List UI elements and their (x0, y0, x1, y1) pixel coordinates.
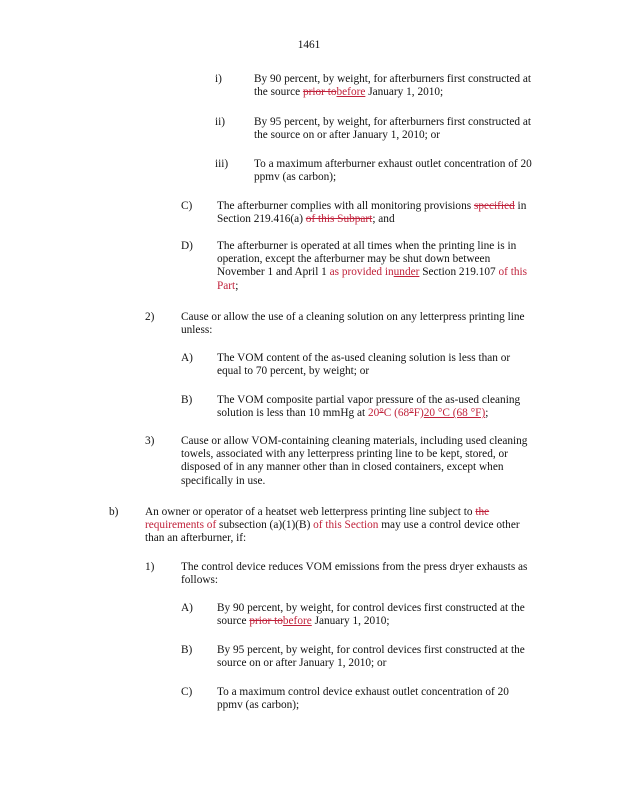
changed-text: as provided in (329, 266, 394, 279)
inserted-text: 20 °C (68 °F) (423, 407, 486, 420)
item-D-operated (181, 240, 536, 293)
item-b-owner-operator (109, 506, 536, 546)
item-text (145, 506, 536, 546)
text-run: ; and (372, 213, 395, 226)
item-text: By 95 percent, by weight, for afterburners first constructed at the source on or after January 1, 2010; or (254, 116, 531, 142)
text-run: By 90 percent, by weight, for control devices first constructed at the source (217, 602, 525, 628)
item-marker: i) (215, 73, 222, 85)
deleted-text: of this Subpart (305, 213, 373, 226)
item-marker: C) (181, 200, 193, 212)
text-run: may use a control device other than an afterburner, if: (145, 519, 520, 545)
item-marker: 1) (145, 561, 155, 573)
item-marker: iii) (215, 158, 229, 170)
text-run: The afterburner complies with all monitoring provisions (217, 200, 474, 212)
deleted-text: ° (409, 407, 414, 420)
item-marker: B) (181, 394, 193, 406)
text-run: January 1, 2010; (365, 86, 444, 99)
item-iii-concentration (215, 158, 536, 184)
item-marker: 2) (145, 311, 155, 323)
deleted-text: ° (379, 407, 384, 420)
item-A-90-percent (181, 602, 536, 628)
deleted-text: prior to (302, 86, 337, 99)
item-text: The VOM content of the as-used cleaning solution is less than or equal to 70 percent, by weight; or (217, 352, 511, 378)
item-marker: A) (181, 602, 193, 614)
text-run: The VOM composite partial vapor pressure of the as-used cleaning solution is less than 10 mmHg at (217, 394, 521, 420)
item-marker: B) (181, 644, 193, 656)
changed-text: of this Part (217, 266, 528, 292)
item-ii-95-percent (215, 116, 536, 142)
item-marker: C) (181, 686, 193, 698)
text-run: January 1, 2010; (311, 615, 390, 628)
deleted-text: the (475, 506, 490, 518)
item-B-95-percent (181, 644, 536, 670)
item-text: Cause or allow the use of a cleaning solution on any letterpress printing line unless: (181, 311, 525, 337)
item-A-vom-content (181, 352, 536, 378)
item-text (217, 240, 536, 293)
item-text: The control device reduces VOM emissions from the press dryer exhausts as follows: (181, 561, 528, 587)
item-i-90-percent (215, 73, 536, 99)
deleted-text: specified (473, 200, 515, 212)
item-text: By 95 percent, by weight, for control devices first constructed at the source on or after January 1, 2010; or (217, 644, 525, 670)
changed-text: F) (413, 407, 424, 420)
item-marker: D) (181, 240, 193, 252)
inserted-text: before (282, 615, 312, 628)
item-text: To a maximum control device exhaust outlet concentration of 20 ppmv (as carbon); (217, 686, 509, 712)
item-2-cleaning-solution (145, 311, 536, 337)
item-text (254, 73, 536, 99)
item-marker: b) (109, 506, 119, 518)
inserted-text: under (393, 266, 420, 279)
item-C-monitoring (181, 200, 536, 226)
inserted-text: before (336, 86, 366, 99)
item-text: To a maximum afterburner exhaust outlet concentration of 20 ppmv (as carbon); (254, 158, 532, 184)
item-marker: A) (181, 352, 193, 364)
changed-text: C (68 (383, 407, 410, 420)
text-run: By 90 percent, by weight, for afterburners first constructed at the source (254, 73, 531, 99)
item-C-concentration (181, 686, 536, 712)
text-run: An owner or operator of a heatset web letterpress printing line subject to (145, 506, 476, 518)
text-run: in Section 219.416(a) (217, 200, 527, 226)
deleted-text: prior to (249, 615, 283, 628)
item-marker: 3) (145, 435, 155, 447)
item-text (217, 394, 536, 420)
changed-text: of this Section (313, 519, 379, 532)
item-text: Cause or allow VOM-containing cleaning materials, including used cleaning towels, associated with any letterpress printing line to be kept, stored, or disposed of in any manner other than in closed containers, except when specifically in use. (181, 435, 528, 487)
changed-text: requirements of (145, 519, 217, 532)
item-text (217, 602, 536, 628)
item-1-control-device (145, 561, 536, 587)
text-run: ; (235, 279, 239, 292)
item-3-cleaning-materials (145, 435, 536, 488)
text-run: The afterburner is operated at all times when the printing line is in operation, except the afterburner may be shut down between November 1 and April 1 (217, 240, 517, 279)
item-text (217, 200, 536, 226)
text-run: Section 219.107 (419, 266, 499, 279)
text-run: subsection (a)(1)(B) (216, 519, 314, 532)
item-marker: ii) (215, 116, 226, 128)
page-number: 1461 (297, 39, 321, 51)
item-B-vapor-pressure (181, 394, 536, 420)
changed-text: 20 (367, 407, 380, 420)
text-run: ; (485, 407, 489, 420)
